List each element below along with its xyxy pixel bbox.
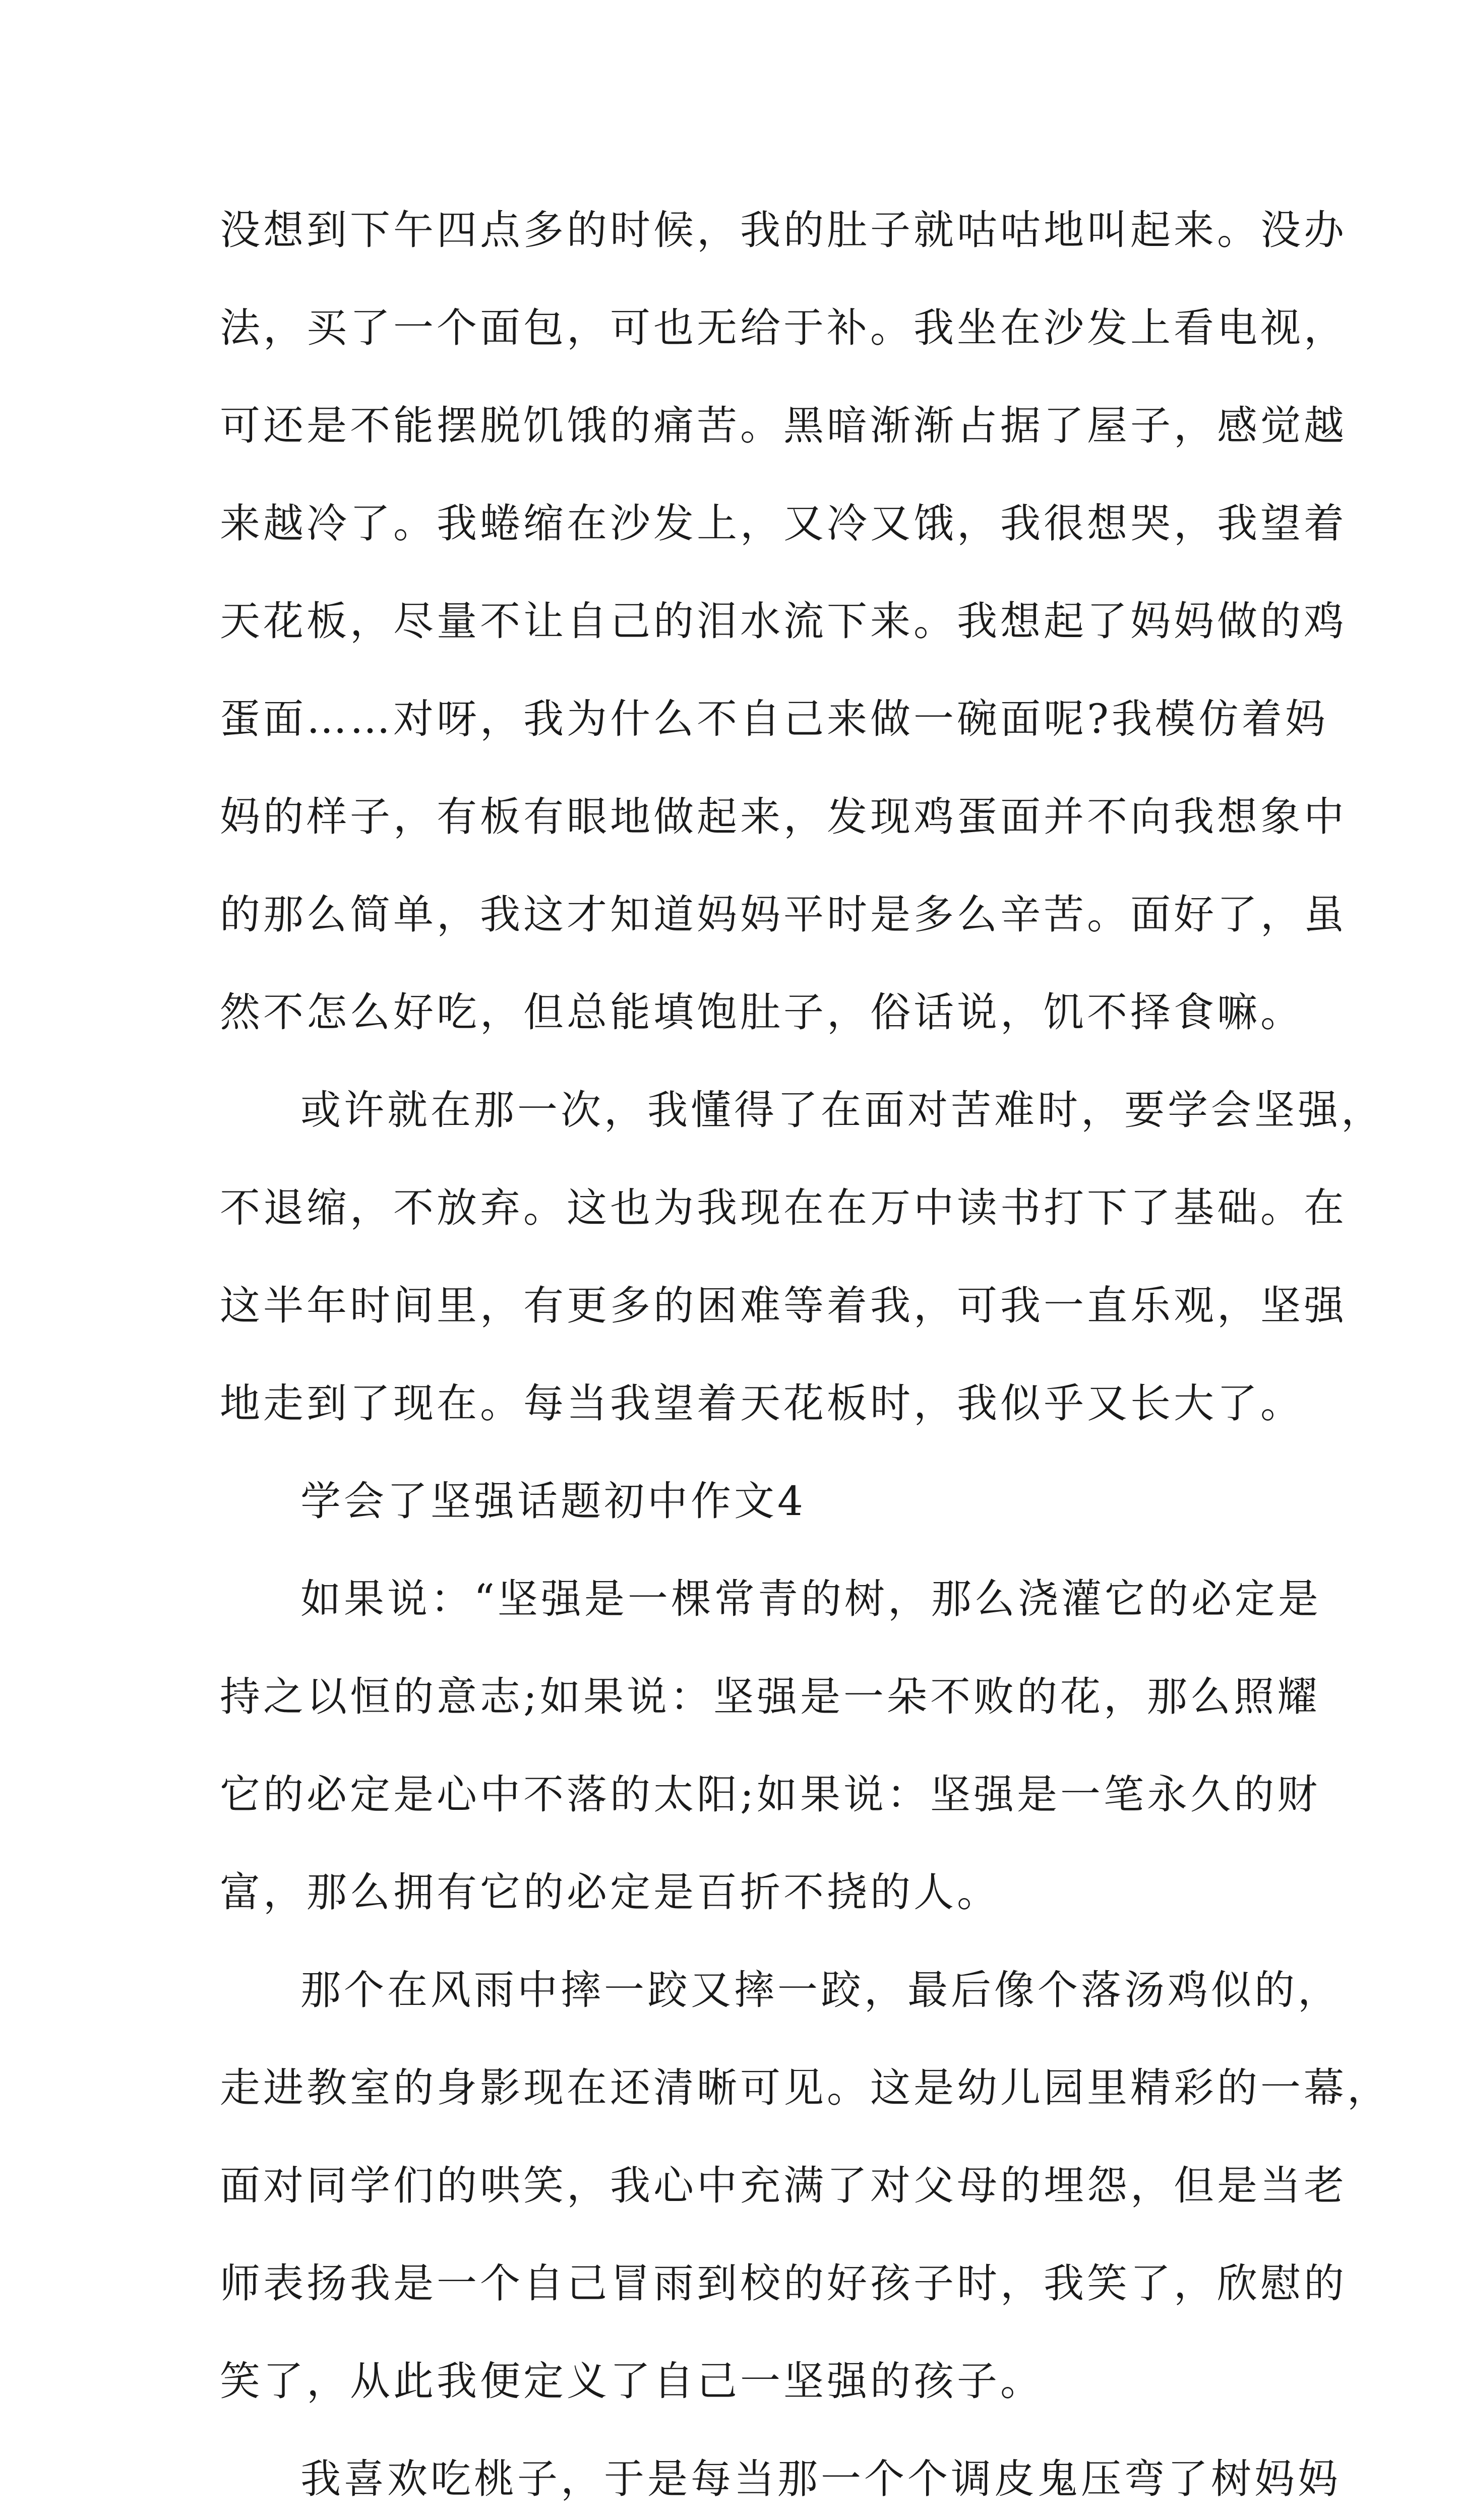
text-line: 地走到了现在。每当我望着天花板时，我似乎又长大了。 xyxy=(220,1380,1304,1427)
text-line: 天花板，尽量不让自己的泪水流下来。我想起了妈妈做的鸡 xyxy=(220,598,1347,645)
text-line: 富，那么拥有它的必定是百折不挠的人。 xyxy=(220,1869,1000,1916)
text-line: 持之以恒的意志;如果说：坚强是一朵不败的花，那么照耀 xyxy=(220,1673,1320,1720)
text-line: 不退缩，不放弃。这也为我现在在万中读书打下了基础。在 xyxy=(220,1184,1347,1231)
text-line: 来越冷了。我蜷缩在沙发上，又冷又饿，我很想哭，我望着 xyxy=(220,500,1347,547)
text-line: 蛋面……对呀，我为什么不自己来做一碗面呢?我模仿着妈 xyxy=(220,696,1328,742)
paragraph-start-line: 或许就在那一次，我懂得了在面对苦难时，要学会坚强， xyxy=(300,1087,1384,1133)
paragraph-start-line: 如果说：“坚强是一棵常青的树，那么浇灌它的必定是 xyxy=(300,1576,1321,1622)
text-line: 师表扬我是一个自己冒雨到校的好孩子时，我笑了，欣慰的 xyxy=(220,2260,1347,2307)
text-line: 没想到下午四点多的时候，我的肚子就咕咕地叫起来。没办 xyxy=(220,207,1347,254)
paragraph-start-line: 那个在风雨中摔一跤又摔一跤，最后像个落汤鸡似的， xyxy=(300,1967,1341,2013)
text-line: 这半年时间里，有更多的困难等着我，可我一直乐观，坚强 xyxy=(220,1282,1347,1329)
text-line: 然不怎么好吃，但总能填饱肚子，俗话说，饥不择食嘛。 xyxy=(220,989,1304,1036)
text-line: 面对同学们的哄笑，我心中充满了对父母的埋怨，但是当老 xyxy=(220,2162,1347,2209)
text-line: 妈的样子，有板有眼地做起来，发现鸡蛋面并不向我想象中 xyxy=(220,793,1347,840)
section-heading: 学会了坚强话题初中作文4 xyxy=(300,1478,806,1525)
text-line: 笑了，从此我便定义了自己一坚强的孩子。 xyxy=(220,2358,1044,2405)
body-text xyxy=(220,181,1390,2520)
text-line: 它的必定是心中不落的太阳;如果说：坚强是一笔永久的财 xyxy=(220,1771,1320,1818)
paragraph-start-line: 我喜欢吃桃子，于是每当那一个个调皮鬼压弯了树妈妈 xyxy=(300,2455,1341,2502)
text-line: 走进教室的身影现在还清晰可见。这是幼儿园里精彩的一幕， xyxy=(220,2064,1390,2111)
text-line: 可还是不能摆脱饥饿的痛苦。黑暗渐渐占据了屋子，感觉越 xyxy=(220,402,1347,449)
text-line: 的那么简单，我这才知道妈妈平时是多么辛苦。面好了，虽 xyxy=(220,891,1347,938)
text-line: 法，买了一个面包，可也无给于补。我坐在沙发上看电视， xyxy=(220,304,1347,351)
